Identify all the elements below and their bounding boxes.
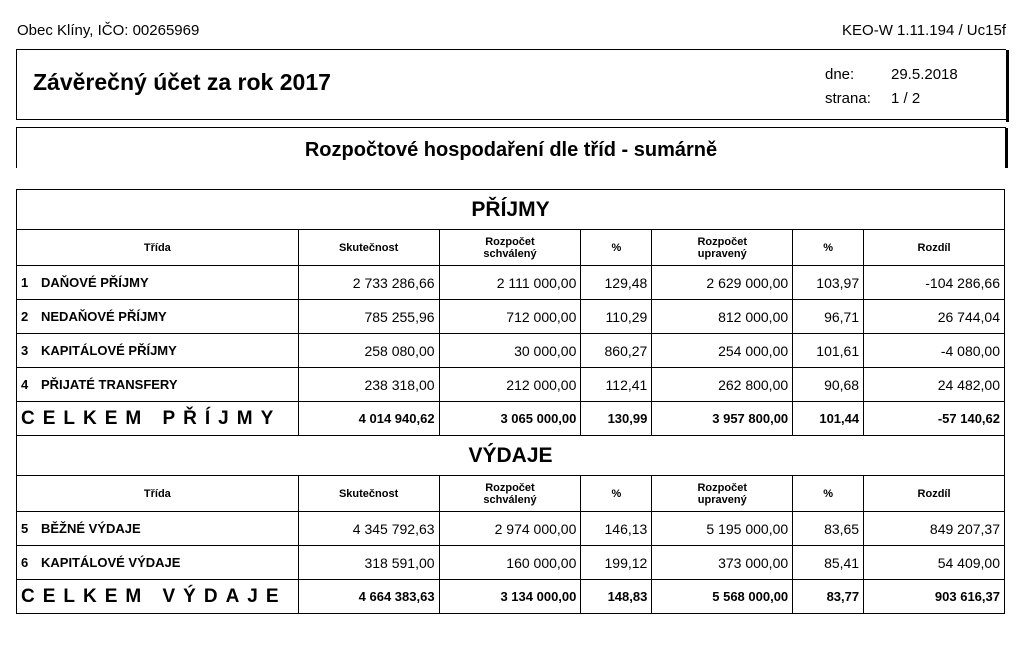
date-line [825, 63, 958, 87]
page-line [825, 87, 958, 111]
box-shadow [1006, 50, 1009, 122]
total-rozdil: -57 140,62 [864, 402, 1005, 436]
table-row [17, 266, 1005, 300]
box-shadow [1005, 128, 1008, 168]
value-skut: 238 318,00 [298, 368, 439, 402]
section-title [16, 127, 1006, 168]
page-value: 1 / 2 [891, 90, 921, 107]
total-schv: 3 134 000,00 [439, 580, 581, 614]
table-row [17, 368, 1005, 402]
organization-id: Obec Klíny, IČO: 00265969 [17, 22, 200, 39]
document-title: Závěrečný účet za rok 2017 [33, 69, 331, 95]
class-number: 5 [21, 521, 29, 536]
col-pct-header: % [581, 230, 652, 266]
total-skut: 4 014 940,62 [298, 402, 439, 436]
col-pct-header: % [793, 476, 864, 512]
value-schv: 2 111 000,00 [439, 266, 581, 300]
value-pct1: 199,12 [581, 546, 652, 580]
class-number: 3 [21, 343, 29, 358]
value-pct2: 96,71 [793, 300, 864, 334]
col-rozdil-header: Rozdíl [864, 476, 1005, 512]
title-box [16, 49, 1006, 120]
value-schv: 30 000,00 [439, 334, 581, 368]
total-upr: 3 957 800,00 [652, 402, 793, 436]
value-upr: 812 000,00 [652, 300, 793, 334]
class-name: DAŇOVÉ PŘÍJMY [41, 275, 149, 290]
value-schv: 712 000,00 [439, 300, 581, 334]
table-row [17, 300, 1005, 334]
class-name: BĚŽNÉ VÝDAJE [41, 521, 141, 536]
col-upraveny-line2: upravený [697, 493, 747, 506]
col-skutecnost-header: Skutečnost [298, 230, 439, 266]
total-rozdil: 903 616,37 [864, 580, 1005, 614]
total-pct2: 83,77 [793, 580, 864, 614]
value-rozdil: 849 207,37 [864, 512, 1005, 546]
value-upr: 5 195 000,00 [652, 512, 793, 546]
prijmy-section [17, 190, 1005, 436]
column-header-row [17, 476, 1005, 512]
col-trida-header: Třída [17, 230, 299, 266]
class-name: NEDAŇOVÉ PŘÍJMY [41, 309, 167, 324]
col-skutecnost-header: Skutečnost [298, 476, 439, 512]
value-upr: 262 800,00 [652, 368, 793, 402]
total-label: CELKEM VÝDAJE [17, 580, 299, 614]
col-upraveny-line1: Rozpočet [697, 235, 747, 248]
prijmy-banner-row [17, 190, 1005, 230]
value-pct2: 101,61 [793, 334, 864, 368]
class-name: KAPITÁLOVÉ VÝDAJE [41, 555, 181, 570]
col-schvaleny-line1: Rozpočet [485, 235, 535, 248]
value-pct2: 83,65 [793, 512, 864, 546]
class-number: 4 [21, 377, 29, 392]
value-skut: 318 591,00 [298, 546, 439, 580]
class-name-cell [17, 368, 299, 402]
value-upr: 254 000,00 [652, 334, 793, 368]
class-name-cell [17, 334, 299, 368]
table-row [17, 512, 1005, 546]
column-header-row [17, 230, 1005, 266]
value-skut: 4 345 792,63 [298, 512, 439, 546]
report-code: KEO-W 1.11.194 / Uc15f [842, 22, 1006, 39]
table-row [17, 334, 1005, 368]
col-upraveny-header [652, 476, 793, 512]
col-pct-header: % [581, 476, 652, 512]
col-trida-header: Třída [17, 476, 299, 512]
table-row [17, 546, 1005, 580]
class-name-cell [17, 300, 299, 334]
class-number: 1 [21, 275, 29, 290]
document-meta [825, 63, 958, 111]
vydaje-section [17, 436, 1005, 614]
value-schv: 160 000,00 [439, 546, 581, 580]
value-pct2: 103,97 [793, 266, 864, 300]
col-schvaleny-line1: Rozpočet [485, 481, 535, 494]
col-schvaleny-line2: schválený [483, 247, 537, 260]
class-name-cell [17, 266, 299, 300]
col-upraveny-line2: upravený [697, 247, 747, 260]
col-upraveny-line1: Rozpočet [697, 481, 747, 494]
vydaje-banner-row [17, 436, 1005, 476]
col-upraveny-header [652, 230, 793, 266]
class-name-cell [17, 546, 299, 580]
vydaje-title: VÝDAJE [17, 436, 1005, 476]
value-rozdil: 54 409,00 [864, 546, 1005, 580]
value-pct1: 112,41 [581, 368, 652, 402]
value-schv: 2 974 000,00 [439, 512, 581, 546]
value-rozdil: 26 744,04 [864, 300, 1005, 334]
total-label: CELKEM PŘÍJMY [17, 402, 299, 436]
class-name: PŘIJATÉ TRANSFERY [41, 377, 178, 392]
total-pct1: 148,83 [581, 580, 652, 614]
value-pct1: 146,13 [581, 512, 652, 546]
value-pct2: 90,68 [793, 368, 864, 402]
value-rozdil: -4 080,00 [864, 334, 1005, 368]
col-pct-header: % [793, 230, 864, 266]
value-pct2: 85,41 [793, 546, 864, 580]
prijmy-total-row [17, 402, 1005, 436]
value-upr: 373 000,00 [652, 546, 793, 580]
page-label: strana: [825, 90, 871, 107]
value-schv: 212 000,00 [439, 368, 581, 402]
value-upr: 2 629 000,00 [652, 266, 793, 300]
col-schvaleny-line2: schválený [483, 493, 537, 506]
col-schvaleny-header [439, 476, 581, 512]
value-skut: 785 255,96 [298, 300, 439, 334]
value-rozdil: 24 482,00 [864, 368, 1005, 402]
class-number: 6 [21, 555, 29, 570]
value-pct1: 860,27 [581, 334, 652, 368]
section-title-text: Rozpočtové hospodaření dle tříd - sumárně [304, 139, 718, 161]
date-value: 29.5.2018 [891, 66, 958, 83]
date-label: dne: [825, 66, 855, 83]
total-pct1: 130,99 [581, 402, 652, 436]
value-rozdil: -104 286,66 [864, 266, 1005, 300]
vydaje-total-row [17, 580, 1005, 614]
budget-table [16, 189, 1005, 614]
total-pct2: 101,44 [793, 402, 864, 436]
value-pct1: 110,29 [581, 300, 652, 334]
total-upr: 5 568 000,00 [652, 580, 793, 614]
prijmy-title: PŘÍJMY [17, 190, 1005, 230]
col-schvaleny-header [439, 230, 581, 266]
value-skut: 258 080,00 [298, 334, 439, 368]
class-name: KAPITÁLOVÉ PŘÍJMY [41, 343, 177, 358]
total-schv: 3 065 000,00 [439, 402, 581, 436]
class-name-cell [17, 512, 299, 546]
value-skut: 2 733 286,66 [298, 266, 439, 300]
value-pct1: 129,48 [581, 266, 652, 300]
col-rozdil-header: Rozdíl [864, 230, 1005, 266]
total-skut: 4 664 383,63 [298, 580, 439, 614]
class-number: 2 [21, 309, 29, 324]
